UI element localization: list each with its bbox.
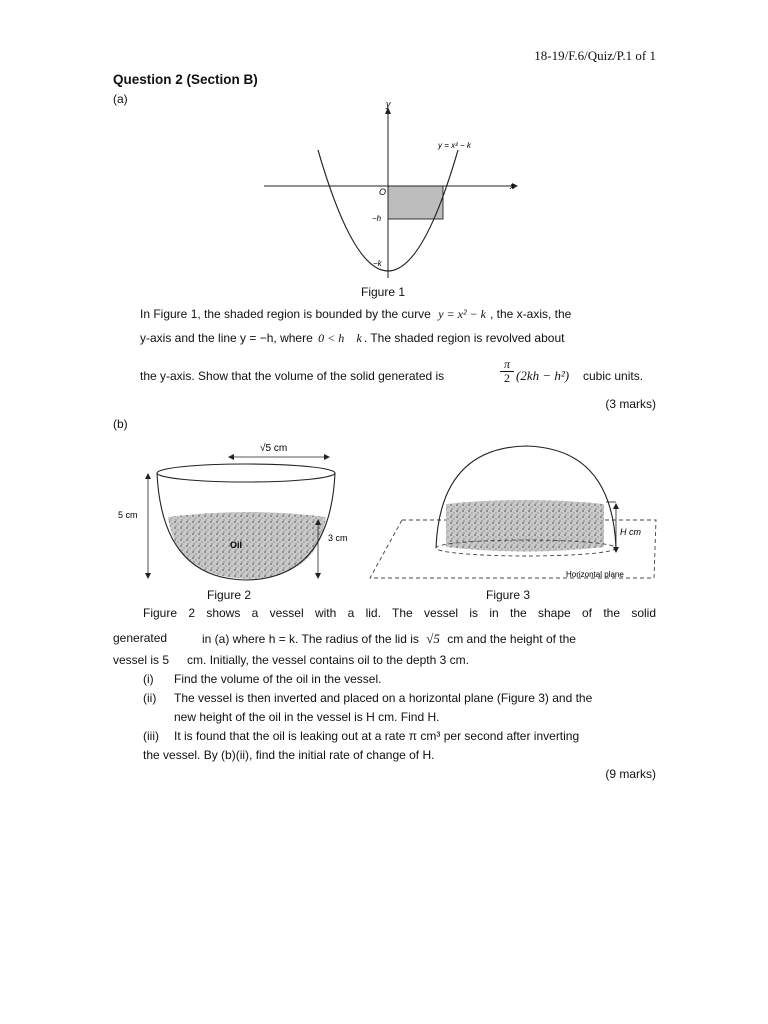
part-a-line-2: y-axis and the line y = −h, where 0 < h  k . The shaded region is revolved about: [140, 331, 565, 345]
item-ii-num: (ii): [143, 691, 157, 705]
part-a-label: (a): [113, 92, 128, 106]
item-ii-line-1: The vessel is then inverted and placed on a horizontal plane (Figure 3) and the: [174, 691, 593, 705]
height-arrow-top: [145, 473, 151, 479]
item-i-num: (i): [143, 672, 154, 686]
part-a-line-1: In Figure 1, the shaded region is bounded by the curve y = x² − k , the x-axis, the: [140, 307, 572, 321]
depth-arrow-bottom: [315, 573, 321, 579]
height-arrow-bottom: [145, 573, 151, 579]
shaded-region: [388, 186, 443, 219]
part-b-line-2: generated: [113, 631, 168, 645]
part-a-marks: (3 marks): [605, 397, 656, 411]
height-label: 5 cm: [118, 510, 138, 520]
question-title: Question 2 (Section B): [113, 72, 258, 87]
radius-arrow-right: [324, 454, 330, 460]
oil-label: Oil: [230, 540, 243, 550]
figure-2: [114, 437, 364, 585]
figure-1-caption: Figure 1: [361, 285, 406, 299]
item-iii-line-1: It is found that the oil is leaking out at a rate π cm³ per second after inverting: [174, 729, 580, 743]
item-ii-line-2: new height of the oil in the vessel is H cm. Find H.: [174, 710, 440, 724]
part-b-marks: (9 marks): [605, 767, 656, 781]
vessel-rim: [157, 464, 335, 482]
cubic-units-text: cubic units.: [583, 369, 644, 383]
part-b-line-3: vessel is 5 cm. Initially, the vessel contains oil to the depth 3 cm.: [113, 653, 469, 667]
depth-label: 3 cm: [328, 533, 348, 543]
figure-2-caption: Figure 2: [207, 588, 252, 602]
figure-1: [260, 100, 530, 285]
neg-k-label: −k: [373, 259, 382, 268]
item-iii-line-2: the vessel. By (b)(ii), find the initial rate of change of H.: [143, 748, 435, 762]
neg-h-label: −h: [372, 214, 382, 223]
item-i-line-1: Find the volume of the oil in the vessel.: [174, 672, 382, 686]
part-b-line-1: Figure 2 shows a vessel with a lid. The vessel is in the shape of the solid: [143, 606, 656, 620]
h-label: H cm: [620, 527, 641, 537]
part-a-line-3: the y-axis. Show that the volume of the solid generated is: [140, 369, 445, 383]
radius-arrow-left: [228, 454, 234, 460]
y-axis-label: y: [386, 100, 391, 109]
page-header: 18-19/F.6/Quiz/P.1 of 1: [534, 48, 656, 63]
oil-fill: [168, 512, 326, 579]
volume-expression: (2kh − h²): [516, 368, 570, 383]
curve-label: y = x² − k: [438, 141, 471, 150]
h-arrow-top: [613, 503, 619, 509]
volume-fraction: π 2: [500, 358, 514, 385]
figure-3-caption: Figure 3: [486, 588, 531, 602]
radius-label: √5 cm: [260, 443, 288, 454]
part-b-label: (b): [113, 417, 128, 431]
plane-label: Horizontal plane: [566, 570, 624, 579]
inverted-oil-fill: [446, 500, 604, 552]
origin-label: O: [379, 187, 387, 197]
x-axis-label: x: [510, 181, 515, 191]
item-iii-num: (iii): [143, 729, 159, 743]
part-b-line-2b: in (a) where h = k. The radius of the lid is √5 cm and the height of the: [202, 631, 576, 646]
figure-3: [366, 444, 658, 584]
